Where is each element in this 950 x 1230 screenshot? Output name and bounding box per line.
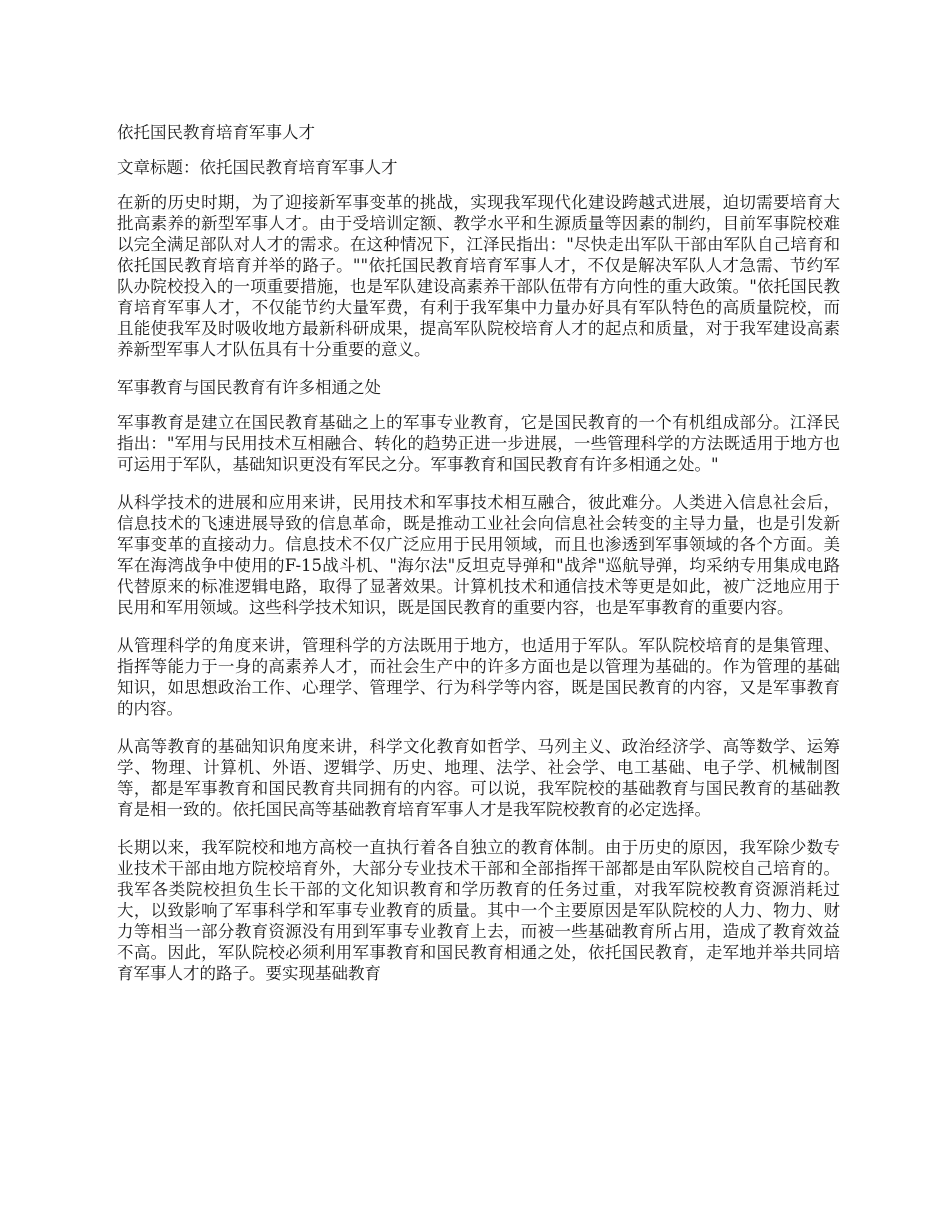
document-title: 依托国民教育培育军事人才 — [117, 123, 315, 142]
paragraph: 长期以来，我军院校和地方高校一直执行着各自独立的教育体制。由于历史的原因，我军除少数专业技术干部由地方院校培育外，大部分专业技术干部和全部指挥干部都是由军队院校自己培育的。我军各类院校担负生长干部的文化知识教育和学历教育的任务过重，对我军院校教育资源消耗过大，以致影响了军事科学和军事专业教育的质量。其中一个主要原因是军队院校的人力、物力、财力等相当一部分教育资源没有用到军事专业教育上去，而被一些基础教育所占用，造成了教育效益不高。因此，军队院校必须利用军事教育和国民教育相通之处，依托国民教育，走军地并举共同培育军事人才的路子。要实现基础教育 — [117, 838, 840, 983]
paragraph: 从科学技术的进展和应用来讲，民用技术和军事技术相互融合，彼此难分。人类进入信息社会后，信息技术的飞速进展导致的信息革命，既是推动工业社会向信息社会转变的主导力量，也是引发新军事变革的直接动力。信息技术不仅广泛应用于民用领域，而且也渗透到军事领域的各个方面。美军在海湾战争中使用的F-15战斗机、"海尔法"反坦克导弹和"战斧"巡航导弹，均采纳专用集成电路代替原来的标准逻辑电路，取得了显著效果。计算机技术和通信技术等更是如此，被广泛地应用于民用和军用领域。这些科学技术知识，既是国民教育的重要内容，也是军事教育的重要内容。 — [117, 493, 840, 617]
article-title: 文章标题：依托国民教育培育军事人才 — [117, 158, 398, 177]
paragraph: 军事教育是建立在国民教育基础之上的军事专业教育，它是国民教育的一个有机组成部分。江泽民指出："军用与民用技术互相融合、转化的趋势正进一步进展，一些管理科学的方法既适用于地方也可运用于军队，基础知识更没有军民之分。军事教育和国民教育有许多相通之处。" — [117, 413, 840, 474]
section-heading: 军事教育与国民教育有许多相通之处 — [117, 378, 381, 397]
paragraph: 从管理科学的角度来讲，管理科学的方法既用于地方，也适用于军队。军队院校培育的是集管理、指挥等能力于一身的高素养人才，而社会生产中的许多方面也是以管理为基础的。作为管理的基础知识，如思想政治工作、心理学、管理学、行为科学等内容，既是国民教育的内容，又是军事教育的内容。 — [117, 636, 840, 718]
paragraph-intro: 在新的历史时期，为了迎接新军事变革的挑战，实现我军现代化建设跨越式进展，迫切需要培育大批高素养的新型军事人才。由于受培训定额、教学水平和生源质量等因素的制约，目前军事院校难以完全满足部队对人才的需求。在这种情况下，江泽民指出："尽快走出军队干部由军队自己培育和依托国民教育培育并举的路子。""依托国民教育培育军事人才，不仅是解决军队人才急需、节约军队办院校投入的一项重要措施，也是军队建设高素养干部队伍带有方向性的重大政策。"依托国民教育培育军事人才，不仅能节约大量军费，有利于我军集中力量办好具有军队特色的高质量院校，而且能使我军及时吸收地方最新科研成果，提高军队院校培育人才的起点和质量，对于我军建设高素养新型军事人才队伍具有十分重要的意义。 — [117, 193, 840, 359]
paragraph: 从高等教育的基础知识角度来讲，科学文化教育如哲学、马列主义、政治经济学、高等数学、运筹学、物理、计算机、外语、逻辑学、历史、地理、法学、社会学、电工基础、电子学、机械制图等，都是军事教育和国民教育共同拥有的内容。可以说，我军院校的基础教育与国民教育的基础教育是相一致的。依托国民高等基础教育培育军事人才是我军院校教育的必定选择。 — [117, 737, 840, 819]
